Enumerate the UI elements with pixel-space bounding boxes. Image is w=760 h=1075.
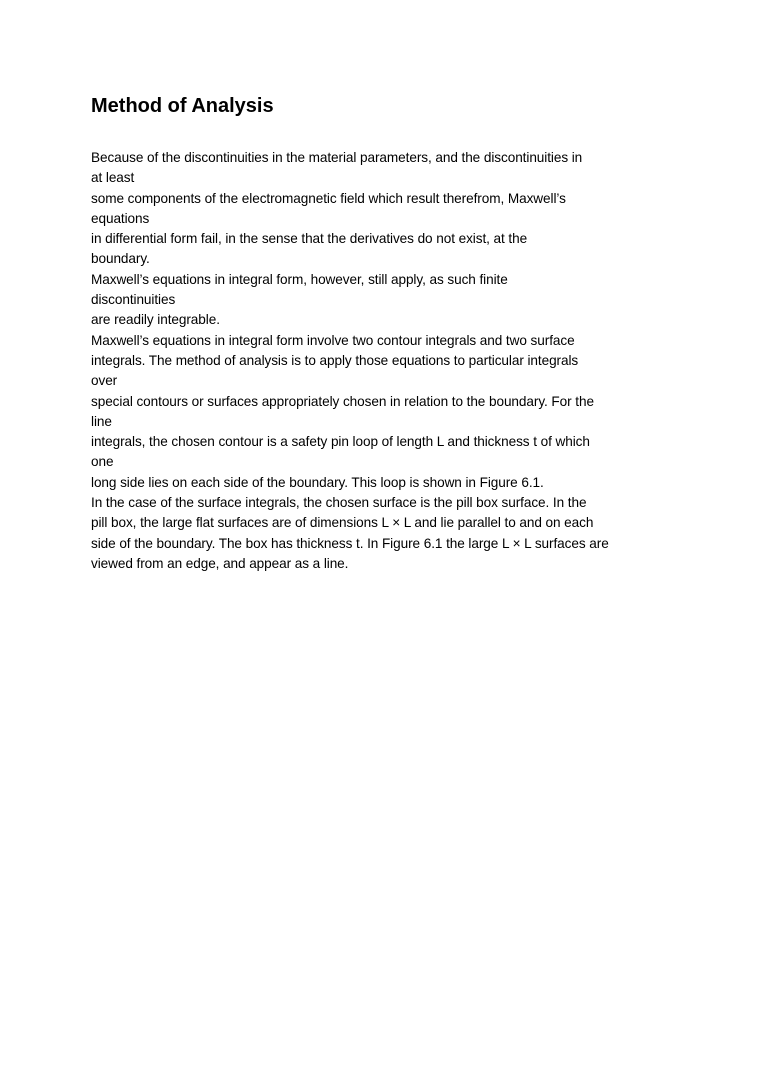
text-line: In the case of the surface integrals, the chosen surface is the pill box surface. In the: [91, 495, 587, 511]
text-line: boundary.: [91, 251, 150, 267]
text-line: Because of the discontinuities in the material parameters, and the discontinuities in: [91, 150, 583, 165]
text-line: some components of the electromagnetic field which result therefrom, Maxwell’s: [91, 190, 566, 206]
text-line: side of the boundary. The box has thickness t. In Figure 6.1 the large L × L surfaces are: [91, 535, 609, 551]
text-line: integrals, the chosen contour is a safety pin loop of length L and thickness t of which: [91, 434, 590, 450]
text-line: in differential form fail, in the sense that the derivatives do not exist, at the: [91, 231, 528, 247]
text-line: are readily integrable.: [91, 312, 220, 328]
text-line: Maxwell’s equations in integral form involve two contour integrals and two surface: [91, 332, 575, 348]
text-line: pill box, the large flat surfaces are of dimensions L × L and lie parallel to and on each: [91, 515, 594, 531]
text-line: over: [91, 373, 118, 389]
text-line: discontinuities: [91, 292, 176, 308]
text-line: special contours or surfaces appropriately chosen in relation to the boundary. For the: [91, 393, 594, 409]
text-line: integrals. The method of analysis is to apply those equations to particular integrals: [91, 352, 579, 368]
text-line: long side lies on each side of the boundary. This loop is shown in Figure 6.1.: [91, 474, 544, 490]
body-text: [91, 148, 691, 574]
text-line: line: [91, 413, 112, 429]
text-line: equations: [91, 210, 150, 226]
text-line: viewed from an edge, and appear as a line.: [91, 555, 349, 571]
text-line: one: [91, 454, 114, 470]
text-line: at least: [91, 170, 135, 186]
section-heading: Method of Analysis: [91, 95, 274, 117]
text-line: Maxwell’s equations in integral form, however, still apply, as such finite: [91, 271, 508, 287]
